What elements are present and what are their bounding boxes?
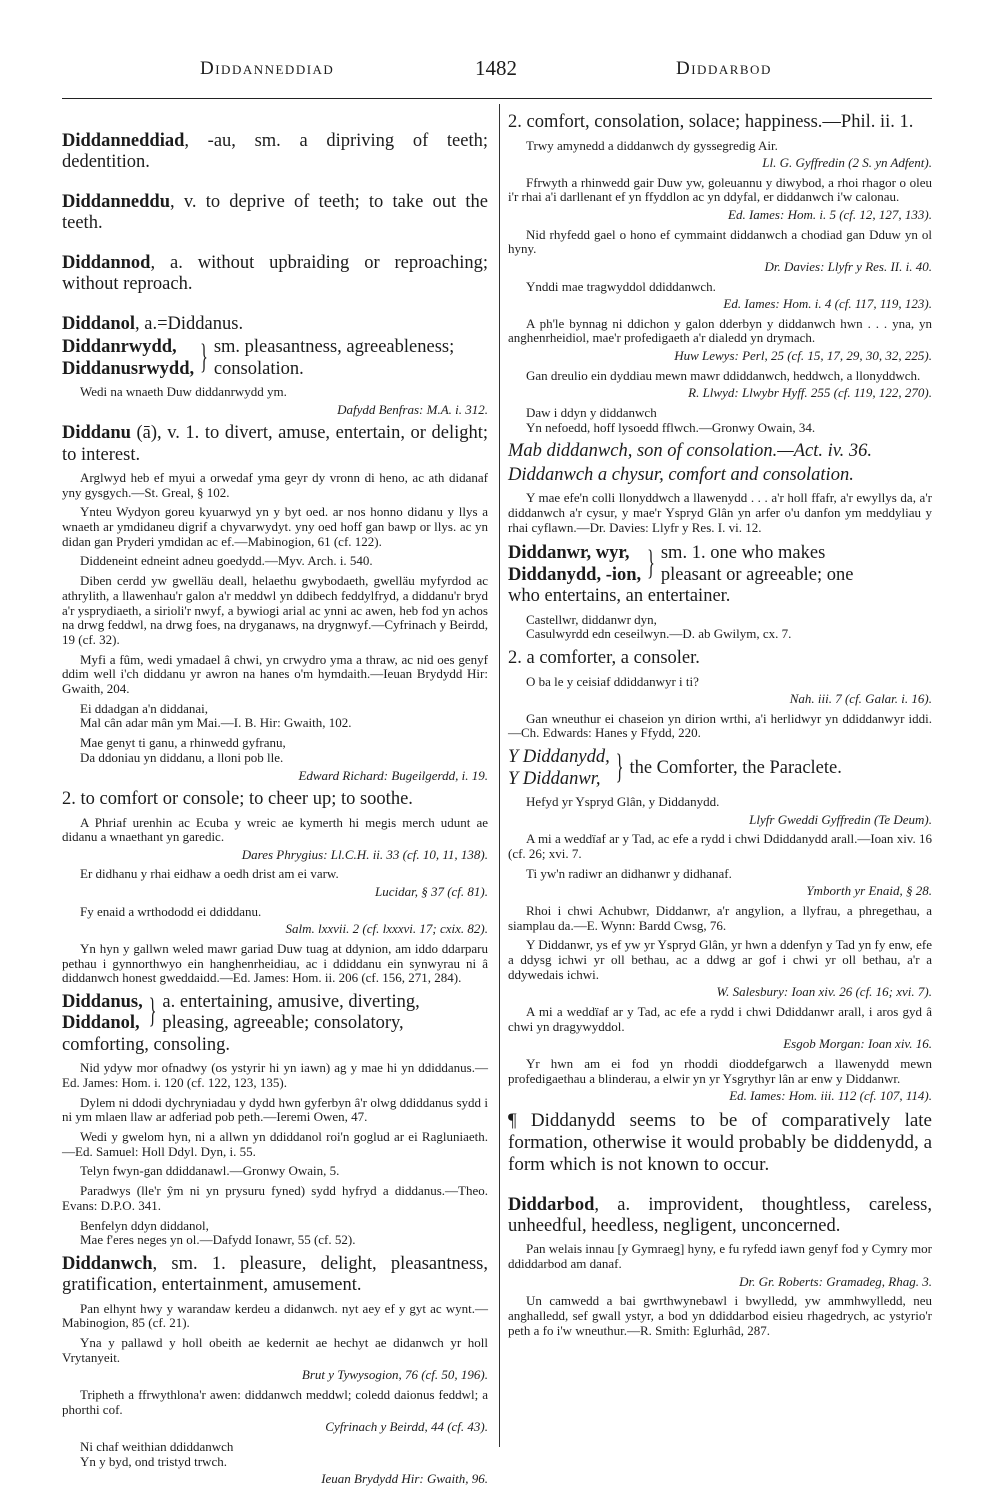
quotation: Paradwys (lle'r ŷm ni yn prysuru fyned) sydd hyfryd a diddanus.—Theo. Evans: D.P.O. 341. (62, 1183, 488, 1213)
brace-glyph: } (148, 993, 157, 1032)
definition: sm. 1. one who makes (660, 543, 826, 564)
quotation: Wedi y gwelom hyn, ni a allwn yn ddiddanol roi'n goglud ar ei Ragluniaeth.—Ed. Samuel: Holl Ddyl. Dyn, i. 55. (62, 1129, 488, 1159)
quotation: Pan welais innau [y Gymraeg] hyny, e fu ryfedd iawn genyf fod y Cymry mor ddiddarbod am danaf. (508, 1241, 932, 1272)
citation: R. Llwyd: Llwybr Hyff. 255 (cf. 119, 122, 270). (688, 385, 932, 401)
entry-diddanwr (508, 543, 932, 586)
verse-line: Daw i ddyn y diddanwch (526, 404, 657, 420)
quotation: Myfi a fûm, wedi ymadael â chwi, yn crwydro yma a thraw, ac nid oes genyf ddim well i'ch diddanu yr awron na hanes o'm hymdaith.—Ieuan Brydydd Hir: Gwaith, 204. (62, 651, 488, 697)
headword: Y Diddanydd, (508, 747, 610, 768)
headword: Diddarbod (508, 1194, 595, 1215)
left-column (62, 112, 488, 1487)
quotation: Yr hwn am ei fod yn rhoddi dioddefgarwch a llawenydd mewn profedigaethau a blinderau, a elwir yn yr Ysgrythyr lân ar enw y Diddanwr. (508, 1055, 932, 1086)
entry-diddanu: Diddanu (ā), v. 1. to divert, amuse, entertain, or delight; to interest. (62, 423, 488, 465)
quotation: Nid ydyw mor ofnadwy (os ystyrir hi yn iawn) ag y mae hi yn ddiddanus.—Ed. James: Hom. i. 120 (cf. 122, 123, 135). (62, 1060, 488, 1090)
citation: Ed. Iames: Hom. i. 5 (cf. 12, 127, 133). (728, 207, 932, 223)
quotation: Gan dreulio ein dyddiau mewn mawr ddiddanwch, heddwch, a llonyddwch. (526, 367, 921, 383)
quotation: Y mae efe'n colli llonyddwch a llawenydd . . . a'r holl ffafr, a'r ewyllys da, a'r diddanwch a'r cysur, y mae'r Yspryd Glân yn arfer o'u danfon ym meddyliau y rhai cyflawn.—Dr. Davies: Llyfr y Res. I. vi. 12. (508, 490, 932, 535)
citation: Dares Phrygius: Ll.C.H. ii. 33 (cf. 10, 11, 138). (241, 846, 488, 862)
quotation: Er didhanu y rhai eidhaw a oedh drist am ei varw. (80, 866, 339, 882)
verse-line: Castellwr, diddanwr dyn, (526, 611, 657, 627)
verse-line: Ni chaf weithian ddiddanwch (80, 1438, 234, 1454)
quotation: Arglwyd heb ef myui a orwedaf yma geyr dy vronn di heno, ac ath didanaf yny gysgych.—St. Greal, § 102. (62, 469, 488, 500)
quotation: Tripheth a ffrwythlona'r awen: diddanwch meddwl; coledd daionus feddwl; a phorthi cof. (62, 1386, 488, 1417)
citation: Dr. Gr. Roberts: Gramadeg, Rhag. 3. (739, 1273, 932, 1289)
headword: Diddannod (62, 252, 151, 273)
phrase-diddanwch-a-chysur: Diddanwch a chysur, comfort and consolation. (508, 464, 854, 485)
definition: pleasant or agreeable; one (660, 564, 854, 585)
quotation: A mi a weddïaf ar y Tad, ac efe a rydd i chwi Ddiddanydd arall.—Ioan xiv. 16 (cf. 26; xvi. 7. (508, 831, 932, 862)
definition: a. entertaining, amusive, diverting, (162, 991, 420, 1012)
quotation: A Phriaf urenhin ac Ecuba y wreic ae kymerth hi megis merch udunt ae didanu a wnaethant yn garedic. (62, 814, 488, 845)
definition-cont: who entertains, an entertainer. (508, 586, 731, 607)
quotation: Ynteu Wydyon goreu kyuarwyd yn y byt oed. ar nos honno didanu y llys a wnaeth ar ymdidaneu digrif a chyvarwydyt. yny oed hoff gan bawp or llys. ac yn didan gan Pryderi ymdidan ac ef.—Mabinogion, 61 (cf. 122). (62, 504, 488, 549)
citation: Dr. Davies: Llyfr y Res. II. i. 40. (764, 259, 932, 275)
quotation: Hefyd yr Yspryd Glân, y Diddanydd. (526, 794, 720, 810)
quotation: Wedi na wnaeth Duw diddanrwydd ym. (80, 384, 287, 400)
verse-quotation (62, 1440, 488, 1469)
quotation: Ffrwyth a rhinwedd gair Duw yw, goleuannu y diwybod, a rhoi rhagor o oleu i'r rhai a'i darllenant ef yn ffyddlon ac yn ddyfal, er diddanwch i'w calonau. (508, 174, 932, 205)
headword: Diddanydd, -ion, (508, 564, 642, 585)
entry-diddarbod: Diddarbod, a. improvident, thoughtless, careless, unheedful, heedless, negligent, unconcerned. (508, 1194, 932, 1237)
quotation: Ti yw'n radiwr an didhanwr y didhanaf. (526, 865, 732, 881)
headword: Diddanol (62, 313, 136, 334)
citation: Salm. lxxvii. 2 (cf. lxxxvi. 17; cxix. 82). (285, 921, 488, 937)
headword: Diddanusrwydd, (62, 358, 195, 379)
headword: Diddanwr, wyr, (508, 543, 630, 564)
verse-line: Mal cân adar mân ym Mai.—I. B. Hir: Gwaith, 102. (80, 715, 352, 731)
header-left-guideword: Diddanneddiad (200, 58, 335, 79)
header-right-guideword: Diddarbod (676, 58, 772, 79)
header-rule (62, 98, 932, 99)
entry-diddanwch: Diddanwch, sm. 1. pleasure, delight, pleasantness, gratification, entertainment, amusement. (62, 1253, 488, 1296)
definition: sm. pleasantness, agreeableness; consolation. (213, 337, 455, 379)
quotation: Dylem ni ddodi dychryniadau y dydd hwn gyferbyn â'r olwg ddiddanus sydd i ni ym mlaen llaw ar adferiad pob peth.—Ieremi Owen, 47. (62, 1094, 488, 1125)
headword: Diddanneddiad (62, 130, 185, 151)
quotation: Rhoi i chwi Achubwr, Diddanwr, a'r angylion, a llyfrau, a phregethau, a siamplau da.—E. Wynn: Bardd Cwsg, 76. (508, 902, 932, 933)
citation: Ieuan Brydydd Hir: Gwaith, 96. (321, 1471, 488, 1487)
entry-diddanus (62, 992, 488, 1035)
quotation: Trwy amynedd a diddanwch dy gyssegredig Air. (526, 137, 778, 153)
citation: Cyfrinach y Beirdd, 44 (cf. 43). (325, 1419, 488, 1435)
quotation: Gan wneuthur ei chaseion yn dirion wrthi, a'i herlidwyr yn ddiddanwyr iddi.—Ch. Edwards: Hanes y Ffydd, 220. (508, 710, 932, 741)
verse-quotation (508, 613, 932, 642)
verse-quotation (508, 406, 932, 435)
verse-line: Mae genyt ti ganu, a rhinwedd gyfranu, (80, 735, 286, 751)
entry-diddanrwydd (62, 337, 488, 380)
quotation: Yn hyn y gallwn weled mawr gariad Duw tuag at ddynion, am iddo ddarparu pethau i gynnorthwyo ein hanghenrheidiau, ac i ddiddanu ein synwyrau ni â diddanwch honest gweddaidd.—Ed. James: Hom. ii. 206 (cf. 156, 271, 284). (62, 940, 488, 986)
verse-quotation (62, 736, 488, 765)
running-header (0, 58, 1000, 88)
citation: Ll. G. Gyffredin (2 S. yn Adfent). (762, 155, 932, 171)
citation: Esgob Morgan: Ioan xiv. 16. (783, 1036, 932, 1052)
headword: Diddanrwydd, (62, 337, 177, 358)
quotation: Diben cerdd yw gwelläu deall, helaethu gwybodaeth, gwelläu myfyrdod ac athrylith, a llawenhau'r galon a'r meddwl yn ddibech feddylfryd, a diddanu'r bryd a'r ysprydiaeth, a sirioli'r nwyf, a bywiogi arial ac ynni ac awen, heb fod yn achos na drwg feddwl, na drwg foes, na dryganaws, na drygnwyf.—Cyfrinach y Beirdd, 19 (cf. 32). (62, 573, 488, 647)
headword: Diddanol, (62, 1013, 140, 1034)
quotation: Telyn fwyn-gan ddiddanawl.—Gronwy Owain, 5. (80, 1163, 340, 1179)
verse-line: Da ddoniau yn diddanu, a lloni pob lle. (80, 749, 284, 765)
entry-diddanol: Diddanol, a.=Diddanus. (62, 313, 244, 334)
column-divider (499, 104, 500, 1447)
quotation: A mi a weddïaf ar y Tad, ac efe a rydd i chwi Ddiddanwr arall, i aros gyd â chwi yn dragywyddol. (508, 1003, 932, 1034)
citation: Llyfr Gweddi Gyffredin (Te Deum). (749, 811, 932, 827)
citation: Ymborth yr Enaid, § 28. (806, 883, 932, 899)
brace-glyph: } (615, 748, 624, 787)
quotation: A ph'le bynnag ni ddichon y galon dderbyn y diddanwch hwn . . . yna, yn anghenrheidiol, mae'r profedigaeth a'r dialedd yn drymach. (508, 315, 932, 346)
headword: Diddanwch (62, 1253, 153, 1274)
quotation: Nid rhyfedd gael o hono ef cymmaint diddanwch a chodiad gan Dduw yn ol hyny. (508, 226, 932, 257)
right-column (508, 112, 932, 1452)
headword: Diddanu (62, 423, 131, 444)
citation: Ed. Iames: Hom. i. 4 (cf. 117, 119, 123). (723, 296, 932, 312)
quotation: Diddeneint edneint adneu goedydd.—Myv. Arch. i. 540. (80, 553, 373, 569)
verse-line: Mae f'eres neges yn ol.—Dafydd Ionawr, 55 (cf. 52). (80, 1232, 356, 1248)
citation: Brut y Tywysogion, 76 (cf. 50, 196). (301, 1367, 488, 1383)
citation: Ed. Iames: Hom. iii. 112 (cf. 107, 114). (729, 1088, 932, 1104)
entry-diddanneddu: Diddanneddu, v. to deprive of teeth; to take out the teeth. (62, 191, 488, 233)
verse-line: Ei ddadgan a'n diddanai, (80, 700, 208, 716)
brace-glyph: } (647, 545, 655, 583)
quotation: Pan elhynt hwy y warandaw kerdeu a didanwch. nyt aey ef y gyt ac wynt.—Mabinogion, 85 (cf. 21). (62, 1300, 488, 1331)
headword: Diddanneddu (62, 191, 170, 212)
quotation: Yna y pallawd y holl obeith ae kedernit ae hechyt ae didanwch yr holl Vrytanyeit. (62, 1334, 488, 1365)
usage-note: ¶ Diddanydd seems to be of comparatively late formation, otherwise it would probably be diddenydd, a form which is not known to occur. (508, 1109, 932, 1175)
citation: Dafydd Benfras: M.A. i. 312. (337, 401, 488, 417)
headword: Y Diddanwr, (508, 768, 601, 789)
headword: Diddanus, (62, 991, 143, 1012)
definition-cont: comforting, consoling. (62, 1034, 231, 1055)
page-number: 1482 (475, 56, 517, 80)
citation: Lucidar, § 37 (cf. 81). (374, 884, 488, 900)
citation: Huw Lewys: Perl, 25 (cf. 15, 17, 29, 30, 32, 225). (674, 348, 932, 364)
definition: the Comforter, the Paraclete. (629, 757, 842, 778)
verse-line: Yn nefoedd, hoff lysoedd fflwch.—Gronwy Owain, 34. (526, 419, 816, 435)
entry-diddannod: Diddannod, a. without upbraiding or reproaching; without reproach. (62, 252, 488, 294)
quotation: Un camwedd a bai gwrthwynebawl i bwylledd, yw ammhwylledd, neu anghalledd, sef gwall ystyr, a bod yn ddiddarbod eisieu rhagedrych, ac ystyrio'r peth a fo i'w wneuthur.—R. Smith: Eglurhâd, 287. (508, 1293, 932, 1338)
brace-glyph: } (200, 338, 208, 377)
sense-2-comfort: 2. comfort, consolation, solace; happiness.—Phil. ii. 1. (508, 112, 914, 132)
phrase-mab-diddanwch: Mab diddanwch, son of consolation.—Act. iv. 36. (508, 441, 872, 462)
quotation: Ynddi mae tragwyddol ddiddanwch. (526, 278, 716, 294)
sense-2: 2. to comfort or console; to cheer up; to soothe. (62, 789, 413, 810)
citation: W. Salesbury: Ioan xiv. 26 (cf. 16; xvi. 7). (716, 984, 932, 1000)
verse-quotation (62, 1219, 488, 1248)
citation: Edward Richard: Bugeilgerdd, i. 19. (298, 767, 488, 783)
quotation: Y Diddanwr, ys ef yw yr Yspryd Glân, yr hwn a ddenfyn y Tad yn fy enw, efe a ddysg ichwi yr oll bethau, ac a ddwg ar gof i chwi yr oll bethau, a'r a ddywedais ichwi. (508, 937, 932, 982)
entry-y-diddanydd (508, 747, 932, 790)
quotation: Fy enaid a wrthododd ei ddiddanu. (80, 903, 262, 919)
citation: Nah. iii. 7 (cf. Galar. i. 16). (789, 691, 932, 707)
verse-quotation (62, 702, 488, 731)
definition: pleasing, agreeable; consolatory, (162, 1013, 404, 1034)
quotation: O ba le y ceisiaf ddiddanwyr i ti? (526, 673, 699, 689)
verse-line: Benfelyn ddyn diddanol, (80, 1217, 209, 1233)
entry-diddanneddiad: Diddanneddiad, -au, sm. a dipriving of teeth; dedentition. (62, 130, 488, 172)
verse-line: Yn y byd, ond tristyd trwch. (80, 1453, 227, 1469)
sense-2-comforter: 2. a comforter, a consoler. (508, 648, 700, 669)
verse-line: Casulwyrdd edn ceseilwyn.—D. ab Gwilym, cx. 7. (526, 626, 792, 642)
